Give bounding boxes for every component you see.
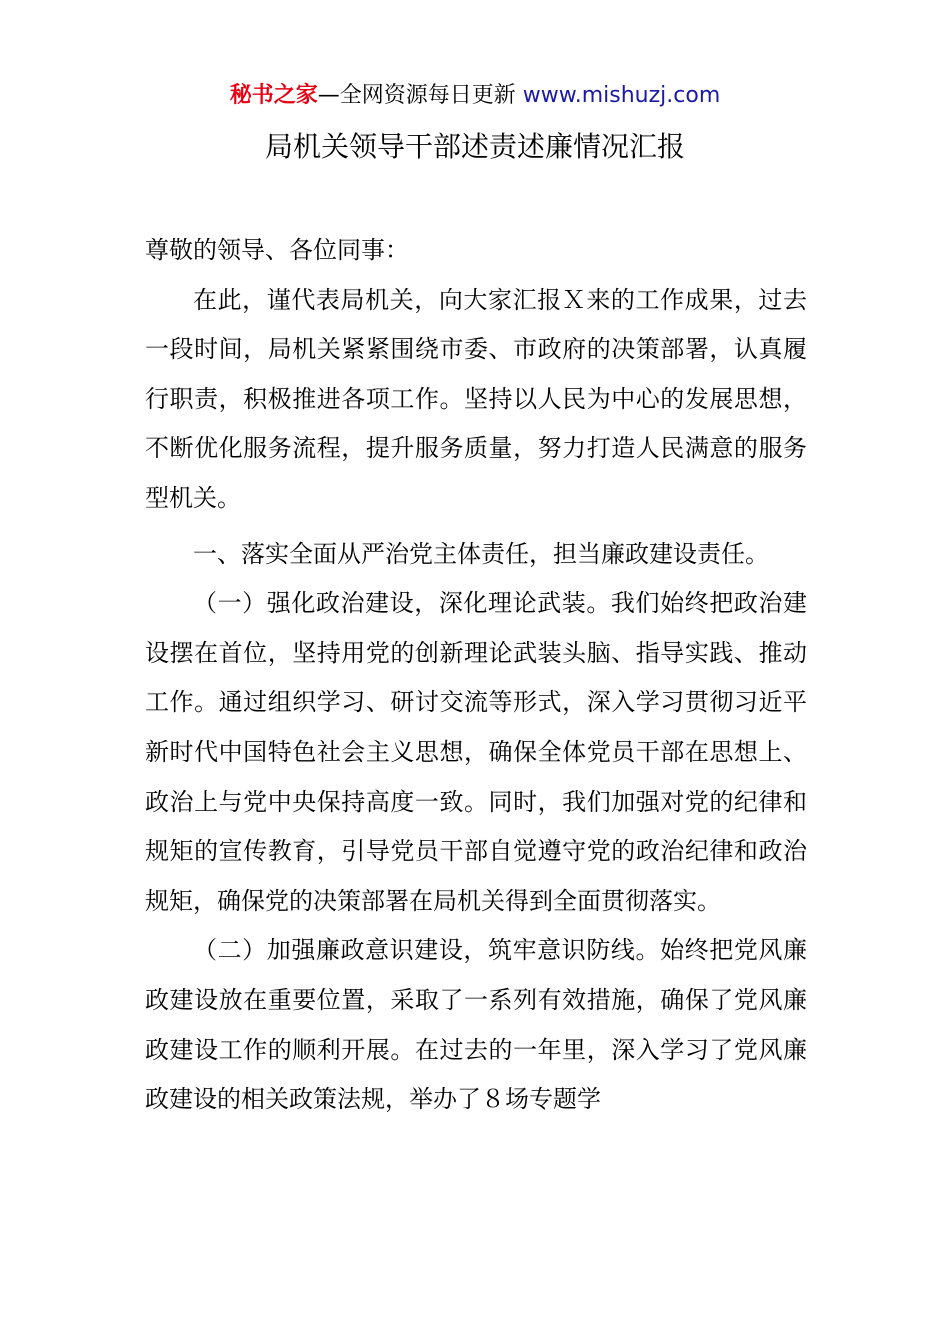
site-tagline: —全网资源每日更新: [317, 83, 523, 108]
site-header: [0, 80, 950, 112]
brand-name: 秘书之家: [229, 83, 318, 108]
document-body: [145, 226, 807, 1125]
intro-paragraph: 在此，谨代表局机关，向大家汇报Ｘ来的工作成果，过去一段时间，局机关紧紧围绕市委、市政府的决策部署，认真履行职责，积极推进各项工作。坚持以人民为中心的发展思想，不断优化服务流程，提升服务质量，努力打造人民满意的服务型机关。: [145, 285, 807, 512]
document-title: 局机关领导干部述责述廉情况汇报: [264, 130, 685, 163]
salutation: 尊敬的领导、各位同事：: [145, 236, 409, 264]
subsection-paragraph-2: （二）加强廉政意识建设，筑牢意识防线。始终把党风廉政建设放在重要位置，采取了一系列有效措施，确保了党风廉政建设工作的顺利开展。在过去的一年里，深入学习了党风廉政建设的相关政策法规，举办了８场专题学: [145, 936, 807, 1114]
site-url-link[interactable]: www.mishuzj.com: [522, 83, 721, 108]
section-heading-1: 一、落实全面从严治党主体责任，担当廉政建设责任。: [193, 539, 769, 568]
subsection-paragraph-1: （一）强化政治建设，深化理论武装。我们始终把政治建设摆在首位，坚持用党的创新理论武装头脑、指导实践、推动工作。通过组织学习、研讨交流等形式，深入学习贯彻习近平新时代中国特色社会主义思想，确保全体党员干部在思想上、政治上与党中央保持高度一致。同时，我们加强对党的纪律和规矩的宣传教育，引导党员干部自觉遵守党的政治纪律和政治规矩，确保党的决策部署在局机关得到全面贯彻落实。: [145, 589, 807, 915]
